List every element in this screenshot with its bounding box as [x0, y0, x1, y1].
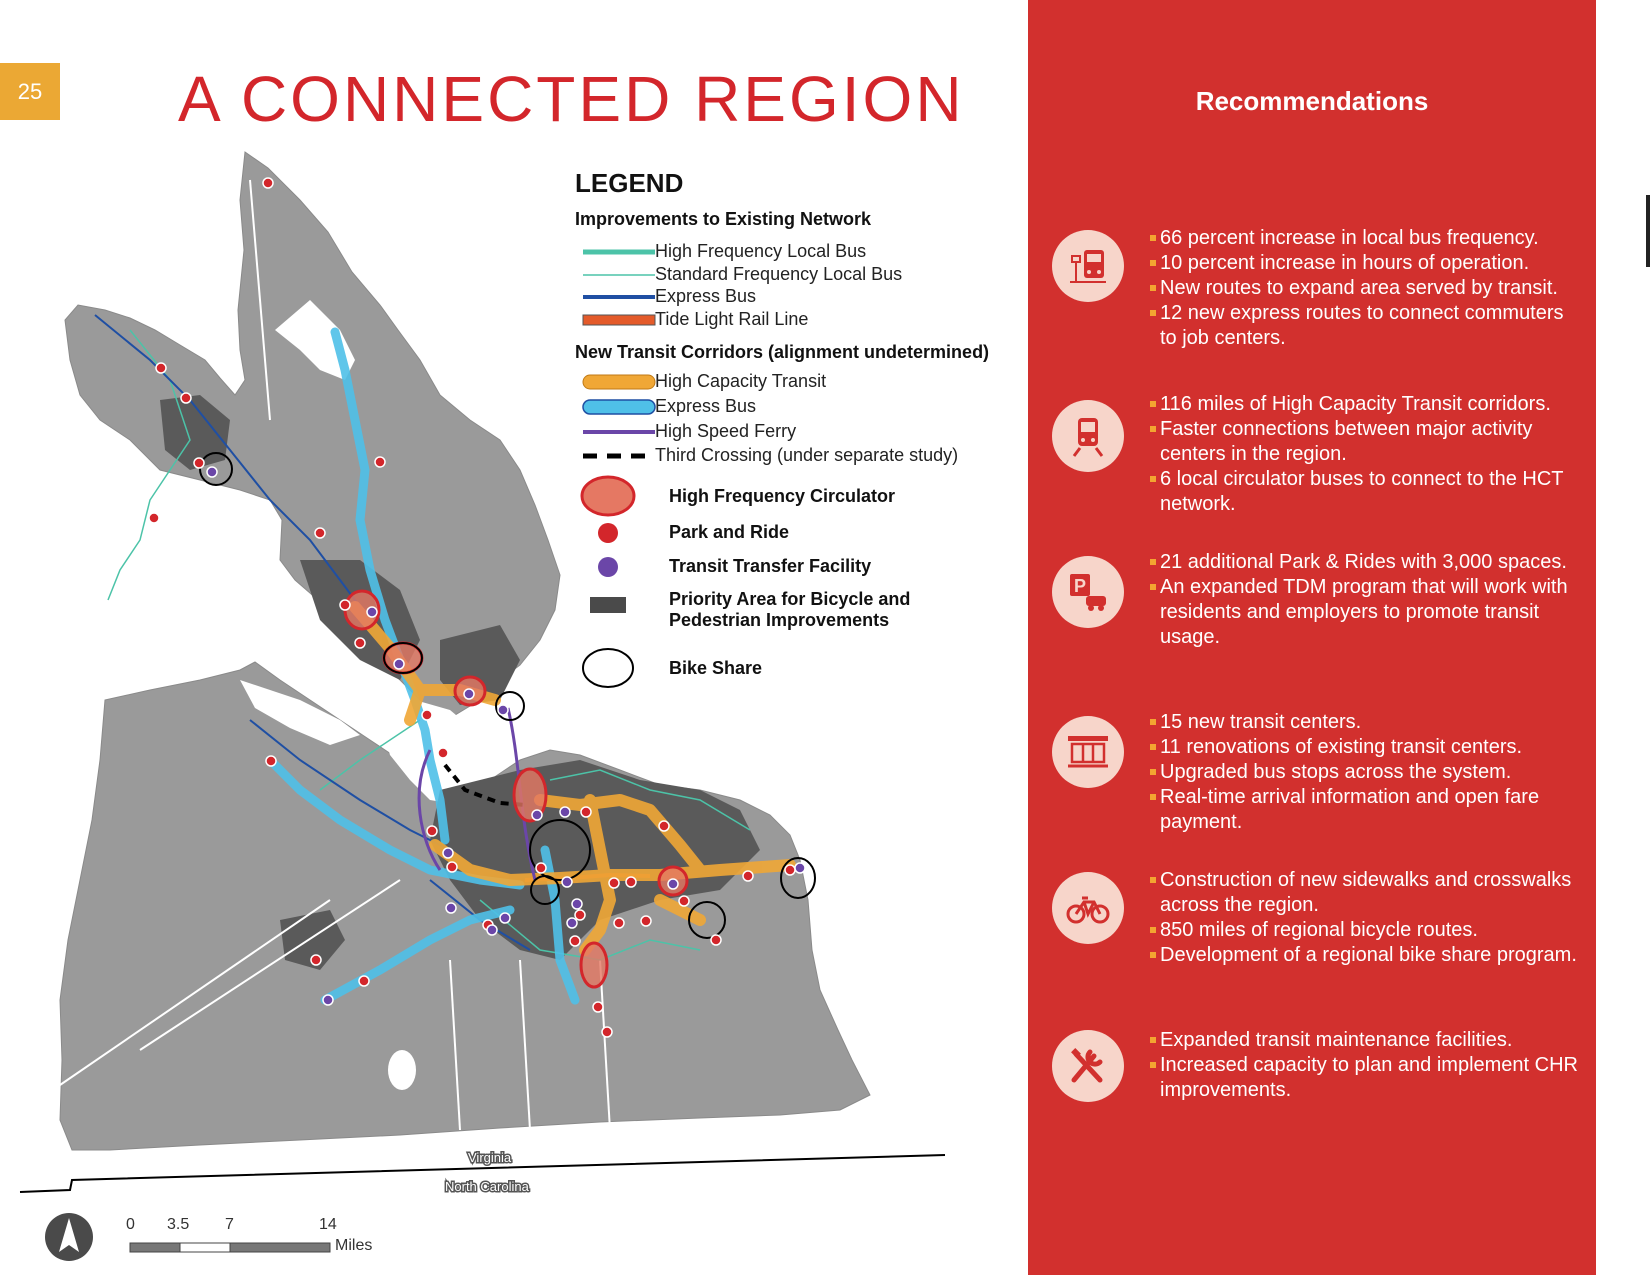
recommendation-group-bicycle — [1150, 868, 1580, 968]
recommendation-item: Development of a regional bike share program. — [1150, 943, 1580, 968]
recommendation-item: 66 percent increase in local bus frequency. — [1150, 226, 1580, 251]
legend-row-high-frequency-local-bus — [575, 241, 866, 262]
recommendation-item: 116 miles of High Capacity Transit corridors. — [1150, 392, 1580, 417]
transit-center-icon — [1052, 716, 1124, 788]
rail-icon — [1052, 400, 1124, 472]
scale-unit: Miles — [335, 1237, 373, 1254]
legend-section-existing: Improvements to Existing Network — [575, 209, 872, 229]
legend-row-standard-frequency-local-bus — [575, 264, 902, 285]
recommendation-group-park-ride — [1150, 550, 1580, 650]
standard-frequency-local-bus-swatch — [575, 270, 655, 280]
park-and-ride-swatch — [575, 519, 635, 545]
regional-transit-map — [0, 140, 960, 1194]
legend-label: Express Bus — [655, 286, 757, 306]
legend-row-bike-share — [575, 646, 762, 690]
transit-transfer-swatch — [575, 553, 635, 579]
bus-stop-icon — [1052, 230, 1124, 302]
legend-label: Transit Transfer Facility — [669, 555, 872, 576]
scale-tick-3: 14 — [319, 1216, 337, 1233]
recommendations-panel — [1028, 0, 1596, 1275]
scale-tick-2: 7 — [225, 1216, 234, 1233]
legend-row-tide-light-rail — [575, 309, 808, 330]
recommendation-item: Real-time arrival information and open fare payment. — [1150, 785, 1580, 835]
panel-title: Recommendations — [1195, 86, 1429, 116]
legend-row-high-capacity-transit — [575, 371, 826, 392]
legend-row-express-bus-new — [575, 396, 756, 417]
recommendation-item: 21 additional Park & Rides with 3,000 spaces. — [1150, 550, 1580, 575]
legend-label: Standard Frequency Local Bus — [655, 264, 903, 284]
legend-label: High Frequency Circulator — [669, 485, 896, 506]
recommendation-item: 15 new transit centers. — [1150, 710, 1580, 735]
bicycle-icon — [1052, 872, 1124, 944]
legend-label: Park and Ride — [669, 521, 790, 542]
legend-row-express-bus-existing — [575, 286, 756, 307]
recommendation-item: Increased capacity to plan and implement CHR improvements. — [1150, 1053, 1580, 1103]
legend-row-third-crossing — [575, 445, 958, 466]
circulator-swatch — [575, 474, 635, 518]
legend-label: Priority Area for Bicycle and Pedestrian Improvements — [669, 589, 911, 630]
legend-row-high-speed-ferry — [575, 421, 796, 442]
recommendation-item: 12 new express routes to connect commuters to job centers. — [1150, 301, 1580, 351]
express-bus-existing-swatch — [575, 292, 655, 302]
high-frequency-local-bus-swatch — [575, 247, 655, 257]
recommendation-item: 11 renovations of existing transit centers. — [1150, 735, 1580, 760]
legend-label: Express Bus — [655, 396, 757, 416]
legend-label: High Capacity Transit — [655, 371, 827, 391]
priority-area-swatch — [575, 595, 635, 615]
scale-bar — [45, 1212, 385, 1277]
park-ride-icon — [1052, 556, 1124, 628]
legend-row-park-and-ride — [575, 519, 789, 545]
legend-row-priority-area — [575, 589, 1004, 631]
high-capacity-transit-swatch — [575, 373, 655, 391]
map-legend — [575, 168, 1015, 678]
scale-tick-1: 3.5 — [167, 1216, 190, 1233]
recommendation-item: 6 local circulator buses to connect to the HCT network. — [1150, 467, 1580, 517]
recommendation-item: 10 percent increase in hours of operation. — [1150, 251, 1580, 276]
north-carolina-label: North Carolina — [445, 1179, 529, 1194]
recommendation-item: New routes to expand area served by transit. — [1150, 276, 1580, 301]
legend-heading: LEGEND — [575, 168, 684, 198]
high-speed-ferry-swatch — [575, 427, 655, 437]
recommendation-item: An expanded TDM program that will work with residents and employers to promote transit usage. — [1150, 575, 1580, 650]
legend-label: Bike Share — [669, 657, 763, 678]
tools-icon — [1052, 1030, 1124, 1102]
recommendation-group-transit-centers — [1150, 710, 1580, 835]
third-crossing-swatch — [575, 451, 655, 461]
tide-light-rail-swatch — [575, 313, 655, 327]
legend-label: Third Crossing (under separate study) — [655, 445, 959, 465]
recommendation-item: 850 miles of regional bicycle routes. — [1150, 918, 1580, 943]
page-number: 25 — [0, 63, 60, 120]
page-title: A CONNECTED REGION — [178, 63, 965, 135]
scale-tick-0: 0 — [126, 1216, 135, 1233]
legend-label: High Speed Ferry — [655, 421, 797, 441]
express-bus-new-swatch — [575, 398, 655, 416]
recommendation-item: Construction of new sidewalks and crosswalks across the region. — [1150, 868, 1580, 918]
legend-label: High Frequency Local Bus — [655, 241, 867, 261]
page-edge-mark — [1646, 195, 1650, 267]
legend-row-circulator — [575, 474, 895, 518]
bike-share-swatch — [575, 646, 635, 690]
legend-section-new: New Transit Corridors (alignment undetermined) — [575, 342, 990, 362]
svg-text:P: P — [1074, 576, 1087, 596]
recommendation-group-hct — [1150, 392, 1580, 517]
recommendation-item: Expanded transit maintenance facilities. — [1150, 1028, 1580, 1053]
lake — [388, 1050, 416, 1090]
recommendation-group-bus — [1150, 226, 1580, 351]
recommendation-item: Upgraded bus stops across the system. — [1150, 760, 1580, 785]
virginia-label: Virginia — [468, 1150, 512, 1165]
recommendation-item: Faster connections between major activity centers in the region. — [1150, 417, 1580, 467]
legend-label: Tide Light Rail Line — [655, 309, 809, 329]
recommendation-group-maintenance — [1150, 1028, 1580, 1103]
legend-row-transit-transfer — [575, 553, 871, 579]
